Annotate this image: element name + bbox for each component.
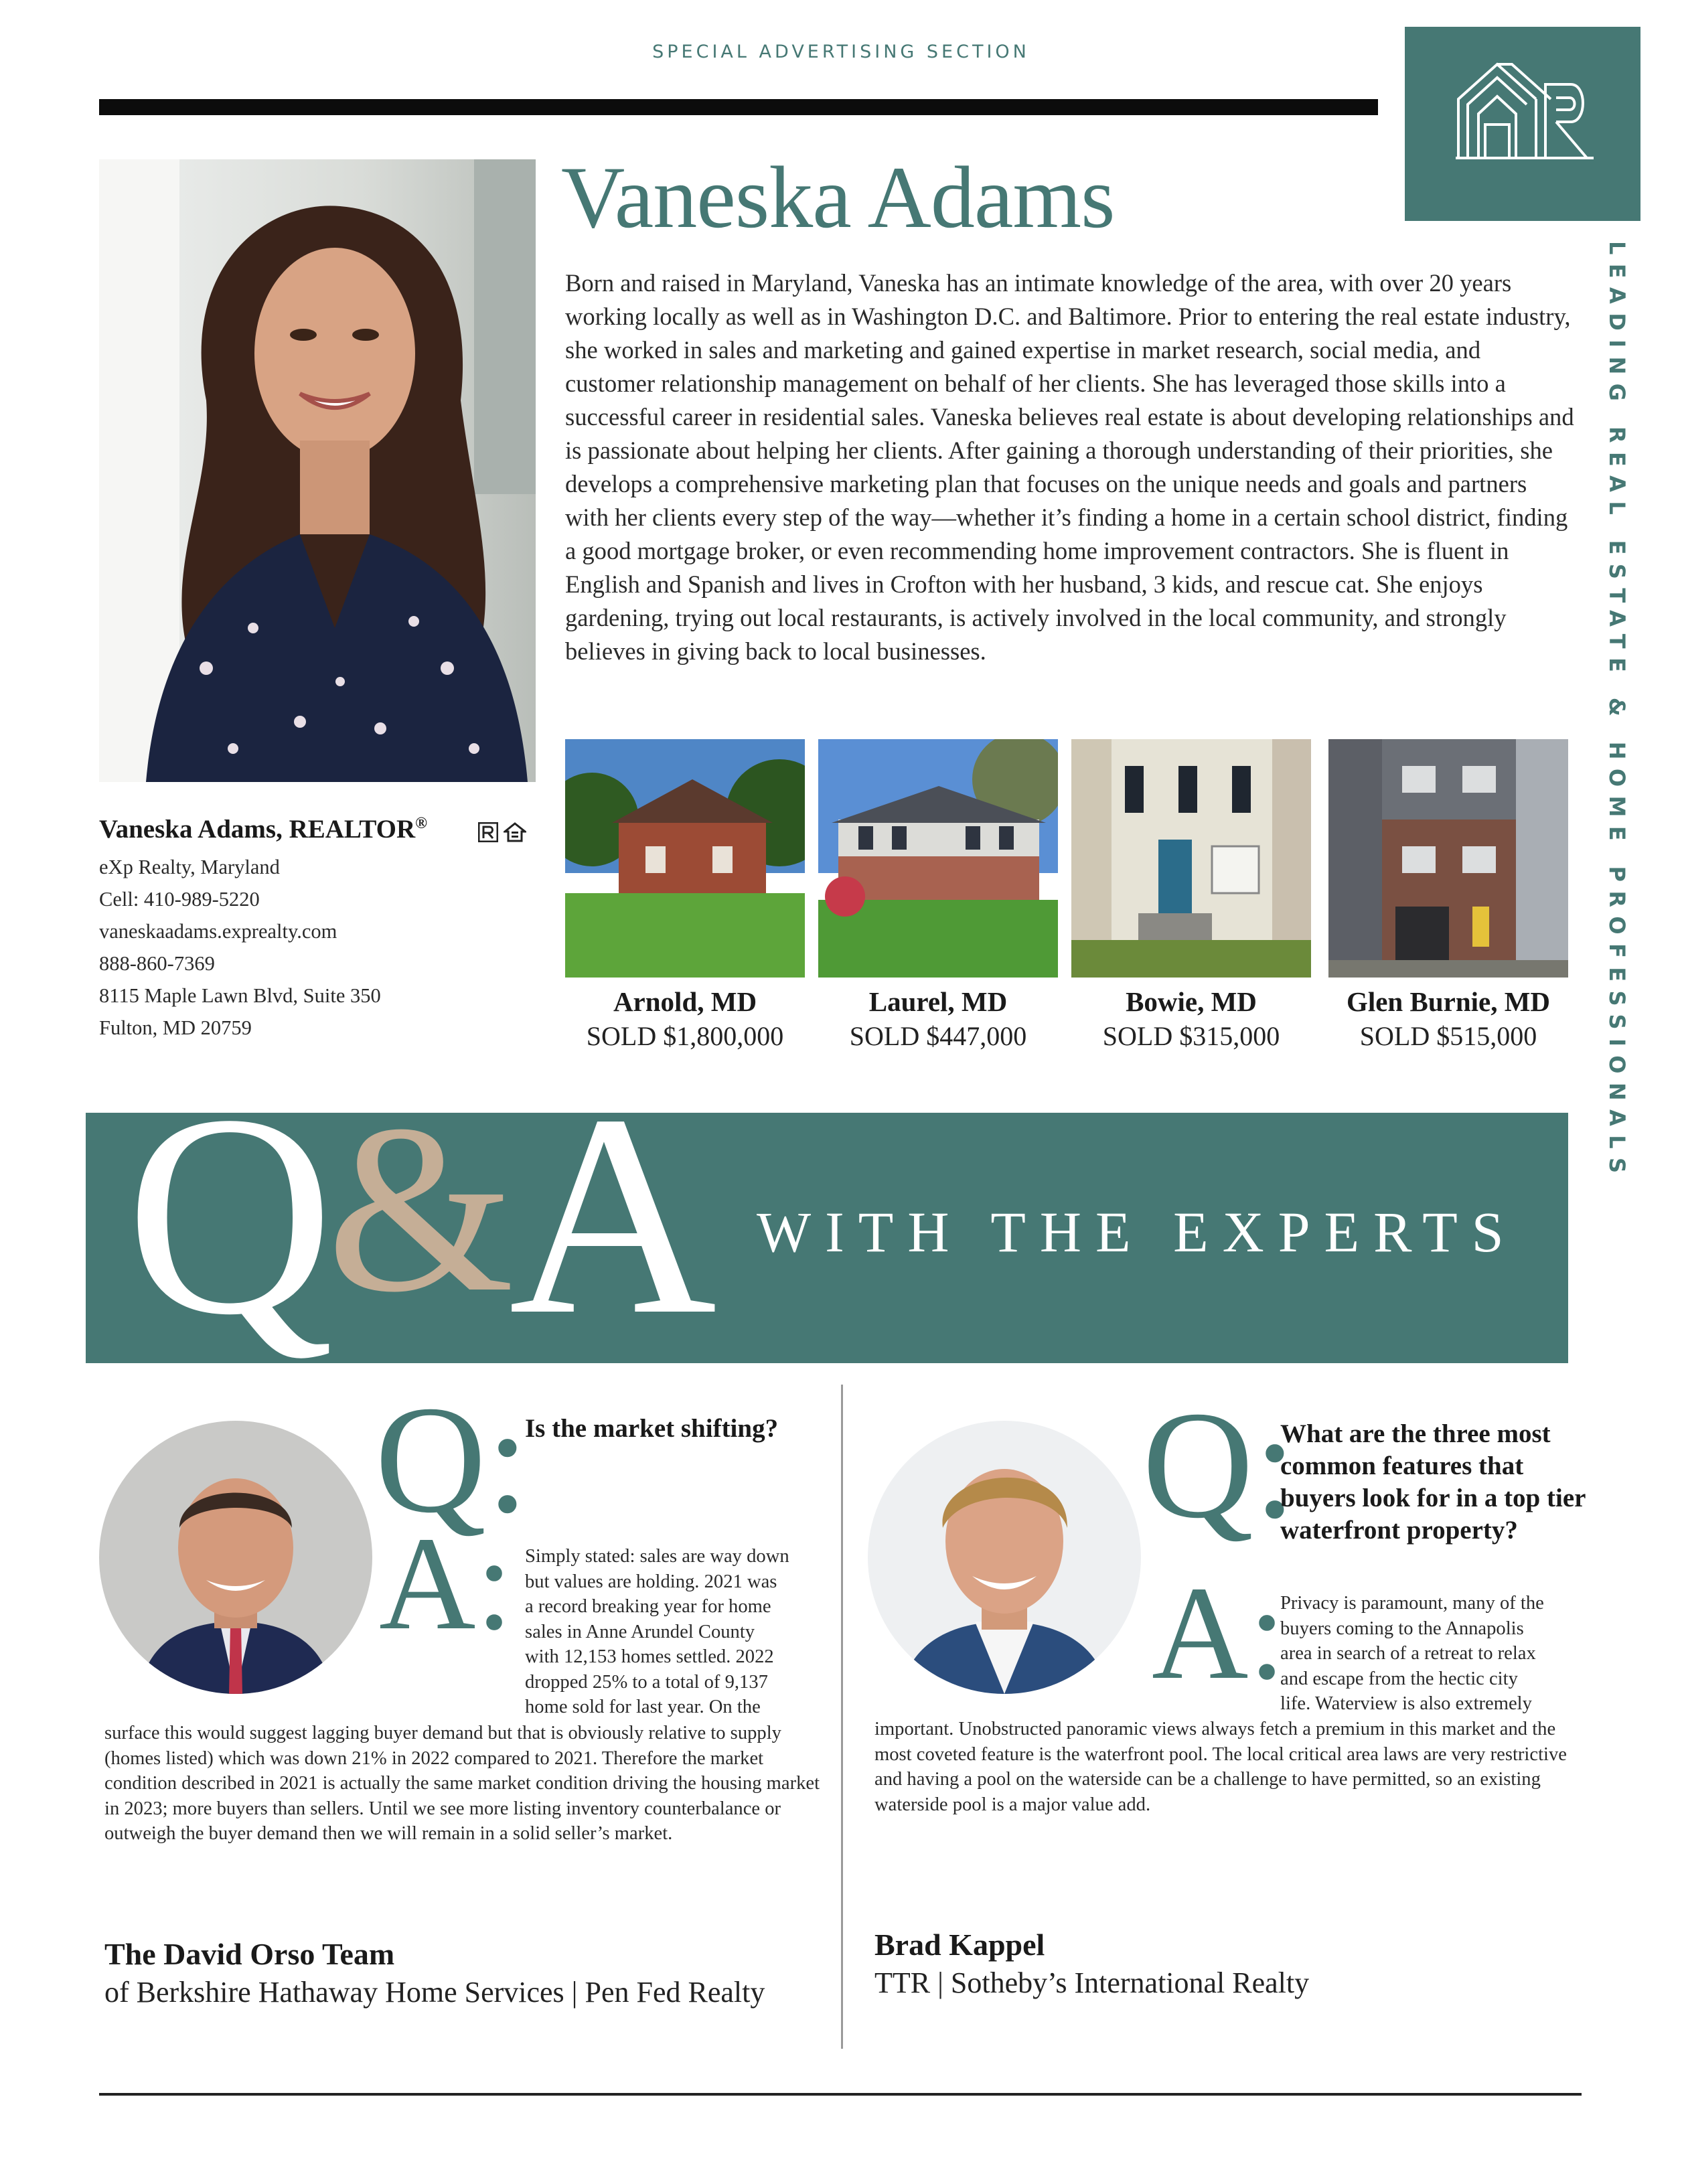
agent-bio: Born and raised in Maryland, Vaneska has an intimate knowledge of the area, with over 20 years working locally as well as in Washington D.C. and Baltimore. Prior to entering the real estate industry, she worked in sales and marketing and gained expertise in market research, social media, and customer relationship management on behalf of her clients. She has leveraged those skills into a successful career in residential sales. Vaneska believes real estate is about developing relationships and is passionate about helping her clients. After gaining a thorough understanding of their priorities, she develops a comprehensive marketing plan that focuses on the unique needs and goals and partners with her clients every step of the way—whether it’s finding a home in a certain school district, finding a good mortgage broker, or even recommending home improvement contractors. She is fluent in English and Spanish and lives in Crofton with her husband, 3 kids, and rescue cat. She enjoys gardening, trying out local restaurants, is actively involved in the local community, and strongly believes in giving back to local businesses. bbox=[565, 269, 1574, 665]
side-banner-label: LEADING REAL ESTATE & HOME PROFESSIONALS bbox=[1604, 241, 1630, 1182]
answer-line: Privacy is paramount, many of the bbox=[1280, 1593, 1544, 1614]
sold-home-city: Laurel, MD bbox=[868, 986, 1008, 1017]
answer-line: area in search of a retreat to relax bbox=[1280, 1643, 1536, 1664]
expert-answer-continued: surface this would suggest lagging buyer demand but that is obviously relative to supply (homes listed) which was down 21% in 2022 compared to 2021. Therefore the market condition described in 2021 is actually the same market condition driving the housing market in 2023; more buyers than sellers. Until we see more listing inventory counterbalance or outweigh the buyer demand then we will remain in a solid seller’s market. bbox=[104, 1723, 820, 1844]
question-mark-q: Q: bbox=[375, 1374, 529, 1545]
answer-line: buyers coming to the Annapolis bbox=[1280, 1618, 1524, 1639]
sold-home-photo-bowie bbox=[1071, 739, 1311, 978]
sold-home-caption-arnold bbox=[558, 986, 812, 1052]
expert-firm: of Berkshire Hathaway Home Services | Pen Fed Realty bbox=[104, 1976, 765, 2009]
column-divider bbox=[841, 1385, 843, 2049]
contact-address-line2: Fulton, MD 20759 bbox=[99, 1016, 252, 1039]
answer-line: and escape from the hectic city bbox=[1280, 1668, 1518, 1689]
qa-ampersand: & bbox=[327, 1075, 515, 1342]
question-line: waterfront property? bbox=[1280, 1516, 1518, 1545]
expert-team-name: Brad Kappel bbox=[874, 1928, 1045, 1962]
sold-home-photo-glen-burnie bbox=[1328, 739, 1568, 978]
contact-name bbox=[99, 814, 541, 844]
qa-letter-a: A bbox=[509, 1056, 717, 1375]
contact-brokerage: eXp Realty, Maryland bbox=[99, 856, 280, 878]
contact-cell[interactable]: Cell: 410-989-5220 bbox=[99, 888, 260, 911]
expert-answer-continued: important. Unobstructed panoramic views always fetch a premium in this market and the most coveted feature is the waterfront pool. The local critical area laws are very restrictive and having a pool on the waterside can be a challenge to have permitted, so an existing waterside pool is a major value add. bbox=[874, 1719, 1567, 1815]
sold-home-caption-bowie bbox=[1065, 986, 1318, 1052]
agent-name: Vaneska Adams bbox=[561, 148, 1115, 246]
sold-home-caption-glen-burnie bbox=[1318, 986, 1579, 1052]
agent-headshot bbox=[99, 159, 536, 782]
answer-line: with 12,153 homes settled. 2022 bbox=[525, 1646, 774, 1667]
logo-badge bbox=[1405, 27, 1640, 221]
sold-home-caption-laurel bbox=[812, 986, 1065, 1052]
contact-name-text: Vaneska Adams, REALTOR bbox=[99, 815, 416, 844]
realtor-r-icon bbox=[478, 822, 498, 842]
expert-answer-intro bbox=[1280, 1591, 1588, 1717]
answer-line: but values are holding. 2021 was bbox=[525, 1571, 777, 1592]
footer-rule bbox=[99, 2093, 1582, 2096]
house-outline-icon bbox=[1456, 58, 1596, 165]
question-mark-q: Q: bbox=[1142, 1379, 1296, 1550]
qa-subtitle: WITH THE EXPERTS bbox=[757, 1200, 1518, 1264]
answer-line: sales in Anne Arundel County bbox=[525, 1621, 755, 1642]
expert-answer-intro bbox=[525, 1544, 833, 1720]
question-line: buyers look for in a top tier bbox=[1280, 1484, 1586, 1512]
answer-line: a record breaking year for home bbox=[525, 1596, 771, 1617]
sold-home-city: Bowie, MD bbox=[1126, 986, 1257, 1017]
question-line: What are the three most bbox=[1280, 1419, 1551, 1448]
contact-phone[interactable]: 888-860-7369 bbox=[99, 952, 215, 975]
answer-mark-a: A: bbox=[379, 1510, 513, 1658]
header-rule bbox=[99, 99, 1378, 115]
contact-address-line1: 8115 Maple Lawn Blvd, Suite 350 bbox=[99, 984, 381, 1007]
expert-photo-brad-kappel bbox=[868, 1421, 1141, 1694]
answer-line: home sold for last year. On the bbox=[525, 1697, 761, 1717]
sold-home-price: SOLD $515,000 bbox=[1359, 1021, 1537, 1051]
qa-letter-q: Q bbox=[126, 1056, 334, 1375]
sold-home-city: Glen Burnie, MD bbox=[1346, 986, 1551, 1017]
equal-housing-icon bbox=[504, 822, 526, 842]
expert-question bbox=[1280, 1418, 1602, 1547]
answer-line: Simply stated: sales are way down bbox=[525, 1546, 789, 1567]
side-banner bbox=[1597, 241, 1637, 1182]
sold-home-price: SOLD $447,000 bbox=[849, 1021, 1027, 1051]
question-line: common features that bbox=[1280, 1452, 1524, 1480]
expert-photo-david-orso bbox=[99, 1421, 372, 1694]
sold-home-city: Arnold, MD bbox=[613, 986, 757, 1017]
answer-mark-a: A: bbox=[1152, 1559, 1286, 1707]
answer-line: dropped 25% to a total of 9,137 bbox=[525, 1671, 768, 1693]
registered-mark: ® bbox=[415, 815, 428, 832]
sold-home-photo-arnold bbox=[565, 739, 805, 978]
contact-card bbox=[99, 814, 541, 1044]
expert-firm: TTR | Sotheby’s International Realty bbox=[874, 1966, 1310, 1999]
answer-line: life. Waterview is also extremely bbox=[1280, 1693, 1532, 1714]
expert-question: Is the market shifting? bbox=[525, 1414, 779, 1443]
sold-home-price: SOLD $1,800,000 bbox=[586, 1021, 784, 1051]
expert-team-name: The David Orso Team bbox=[104, 1937, 395, 1971]
sold-home-photo-laurel bbox=[818, 739, 1058, 978]
section-label: SPECIAL ADVERTISING SECTION bbox=[652, 42, 1030, 62]
sold-home-price: SOLD $315,000 bbox=[1102, 1021, 1280, 1051]
contact-website[interactable]: vaneskaadams.exprealty.com bbox=[99, 920, 337, 943]
